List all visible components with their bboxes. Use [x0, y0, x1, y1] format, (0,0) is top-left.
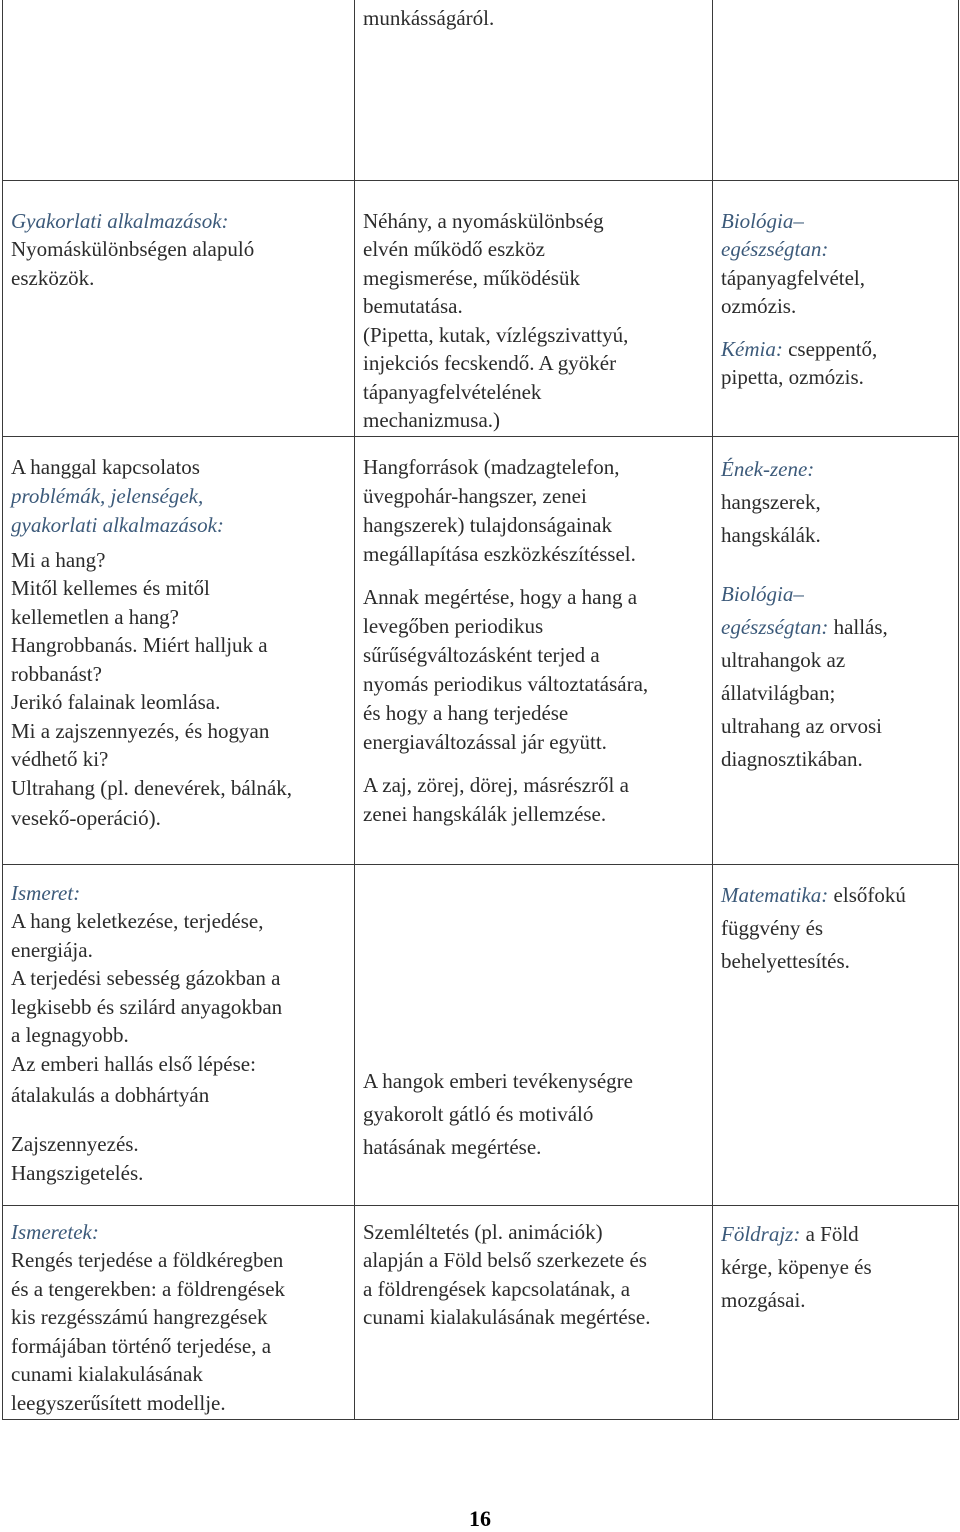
- text-line: leegyszerűsített modellje.: [11, 1390, 226, 1415]
- text-line: Nyomáskülönbségen alapuló: [11, 237, 255, 261]
- text-line: védhető ki?: [11, 747, 109, 771]
- text-line: Szemléltetés (pl. animációk): [363, 1219, 603, 1244]
- subject-label: Ének-zene:: [721, 456, 815, 481]
- text-line: Az emberi hallás első lépése:: [11, 1051, 256, 1076]
- text-line: [721, 335, 950, 364]
- text-line: Mitől kellemes és mitől: [11, 576, 210, 600]
- text-line: ultrahang az orvosi: [721, 713, 882, 738]
- cell-r1-c2: [355, 180, 713, 436]
- text-line: Néhány, a nyomáskülönbség: [363, 208, 604, 233]
- cell-r3-c1: [3, 864, 355, 1205]
- text-line: hangszerek) tulajdonságainak: [363, 512, 612, 537]
- text-line: kérge, köpenye és: [721, 1254, 872, 1279]
- cell-r4-c3: [713, 1205, 959, 1419]
- cell-r1-c1: [3, 180, 355, 436]
- text-line: Hangszigetelés.: [11, 1160, 144, 1185]
- subject-label: Kémia:: [721, 336, 783, 361]
- page-number: 16: [469, 1506, 491, 1531]
- table-row-1: [3, 180, 959, 436]
- text-line: a földrengések kapcsolatának, a: [363, 1276, 631, 1301]
- section-label: Ismeretek:: [11, 1219, 99, 1244]
- continuation-text: munkásságáról.: [363, 6, 495, 30]
- text-line: Rengés terjedése a földkéregben: [11, 1248, 284, 1272]
- text-line: Mi a zajszennyezés, és hogyan: [11, 718, 270, 743]
- text-line: sűrűségváltozásként terjed a: [363, 642, 600, 667]
- text-line: diagnosztikában.: [721, 746, 863, 771]
- text-line: elvén működő eszköz: [363, 237, 545, 261]
- cell-r0-c1: [3, 0, 355, 180]
- text-line: függvény és: [721, 915, 824, 940]
- text-line: cunami kialakulásának megértése.: [363, 1305, 651, 1329]
- text-line: robbanást?: [11, 661, 102, 686]
- text-line: A terjedési sebesség gázokban a: [11, 966, 281, 990]
- text-line: formájában történő terjedése, a: [11, 1333, 272, 1358]
- text-line: ozmózis.: [721, 294, 797, 318]
- text-line: cunami kialakulásának: [11, 1362, 203, 1386]
- subject-label: Biológia–: [721, 581, 804, 606]
- text-fragment: hallás,: [828, 614, 888, 639]
- text-line: megismerése, működésük: [363, 265, 580, 290]
- text-line: átalakulás a dobhártyán: [11, 1083, 210, 1107]
- cell-r4-c2: [355, 1205, 713, 1419]
- section-label: Gyakorlati alkalmazások:: [11, 208, 229, 233]
- text-line: eszközök.: [11, 265, 95, 290]
- text-line: tápanyagfelvételének: [363, 379, 542, 404]
- text-line: A hanggal kapcsolatos: [11, 454, 200, 479]
- text-line: levegőben periodikus: [363, 613, 544, 638]
- text-line: és hogy a hang terjedése: [363, 700, 569, 725]
- cell-r2-c2: [355, 436, 713, 864]
- text-line: Zajszennyezés.: [11, 1132, 139, 1156]
- text-line: behelyettesítés.: [721, 948, 850, 973]
- cell-r3-c2: [355, 864, 713, 1205]
- cell-r0-c3: [713, 0, 959, 180]
- text-line: megállapítása eszközkészítéssel.: [363, 541, 636, 566]
- text-line: mechanizmusa.): [363, 408, 501, 432]
- subject-label: egészségtan:: [721, 614, 829, 639]
- text-line: Hangrobbanás. Miért halljuk a: [11, 633, 268, 657]
- text-line: [721, 611, 950, 644]
- text-line: hangszerek,: [721, 489, 821, 514]
- section-label: Ismeret:: [11, 880, 81, 905]
- table-row-3: [3, 864, 959, 1205]
- text-line: hangskálák.: [721, 522, 821, 547]
- text-line: A zaj, zörej, dörej, másrészről a: [363, 772, 629, 797]
- text-line: mozgásai.: [721, 1287, 806, 1312]
- text-line: injekciós fecskendő. A gyökér: [363, 351, 617, 375]
- text-line: [721, 1218, 950, 1251]
- text-line: alapján a Föld belső szerkezete és: [363, 1248, 647, 1272]
- cell-r4-c1: [3, 1205, 355, 1419]
- cell-r3-c3: [713, 864, 959, 1205]
- subject-label: egészségtan:: [721, 237, 829, 261]
- text-line: kellemetlen a hang?: [11, 604, 179, 629]
- text-line: nyomás periodikus változtatására,: [363, 671, 649, 696]
- text-line: Hangforrások (madzagtelefon,: [363, 454, 620, 479]
- text-line: kis rezgésszámú hangrezgések: [11, 1305, 268, 1329]
- text-line: (Pipetta, kutak, vízlégszivattyú,: [363, 322, 629, 347]
- text-line: legkisebb és szilárd anyagokban: [11, 994, 283, 1019]
- text-line: üvegpohár-hangszer, zenei: [363, 483, 587, 508]
- text-line: állatvilágban;: [721, 680, 836, 705]
- text-line: A hang keletkezése, terjedése,: [11, 909, 264, 933]
- table-row-2: [3, 436, 959, 864]
- text-fragment: a Föld: [800, 1221, 859, 1246]
- text-line: Annak megértése, hogy a hang a: [363, 584, 638, 609]
- text-line: a legnagyobb.: [11, 1023, 129, 1047]
- section-label: gyakorlati alkalmazások:: [11, 512, 224, 537]
- text-line: és a tengerekben: a földrengések: [11, 1276, 286, 1301]
- text-line: hatásának megértése.: [363, 1134, 542, 1159]
- text-line: tápanyagfelvétel,: [721, 265, 866, 290]
- text-line: pipetta, ozmózis.: [721, 365, 864, 389]
- text-line: energiája.: [11, 937, 93, 962]
- text-line: zenei hangskálák jellemzése.: [363, 801, 607, 826]
- subject-label: Biológia–: [721, 208, 804, 233]
- text-line: Ultrahang (pl. denevérek, bálnák,: [11, 775, 293, 800]
- cell-r2-c1: [3, 436, 355, 864]
- text-line: Jerikó falainak leomlása.: [11, 690, 221, 714]
- subject-label: Matematika:: [721, 882, 829, 907]
- text-line: Mi a hang?: [11, 547, 106, 572]
- text-fragment: cseppentő,: [782, 336, 878, 361]
- text-fragment: elsőfokú: [828, 882, 906, 907]
- text-line: energiaváltozással jár együtt.: [363, 729, 607, 754]
- cell-r0-c2: [355, 0, 713, 180]
- text-line: bemutatása.: [363, 294, 463, 318]
- table-row-0: [3, 0, 959, 180]
- curriculum-table: [2, 0, 959, 1420]
- section-label: problémák, jelenségek,: [11, 483, 204, 508]
- text-line: [721, 879, 950, 912]
- text-line: gyakorolt gátló és motiváló: [363, 1101, 594, 1126]
- text-line: ultrahangok az: [721, 647, 846, 672]
- cell-r2-c3: [713, 436, 959, 864]
- text-line: vesekő-operáció).: [11, 806, 161, 830]
- text-line: A hangok emberi tevékenységre: [363, 1068, 633, 1093]
- cell-r1-c3: [713, 180, 959, 436]
- subject-label: Földrajz:: [721, 1221, 801, 1246]
- table-row-4: [3, 1205, 959, 1419]
